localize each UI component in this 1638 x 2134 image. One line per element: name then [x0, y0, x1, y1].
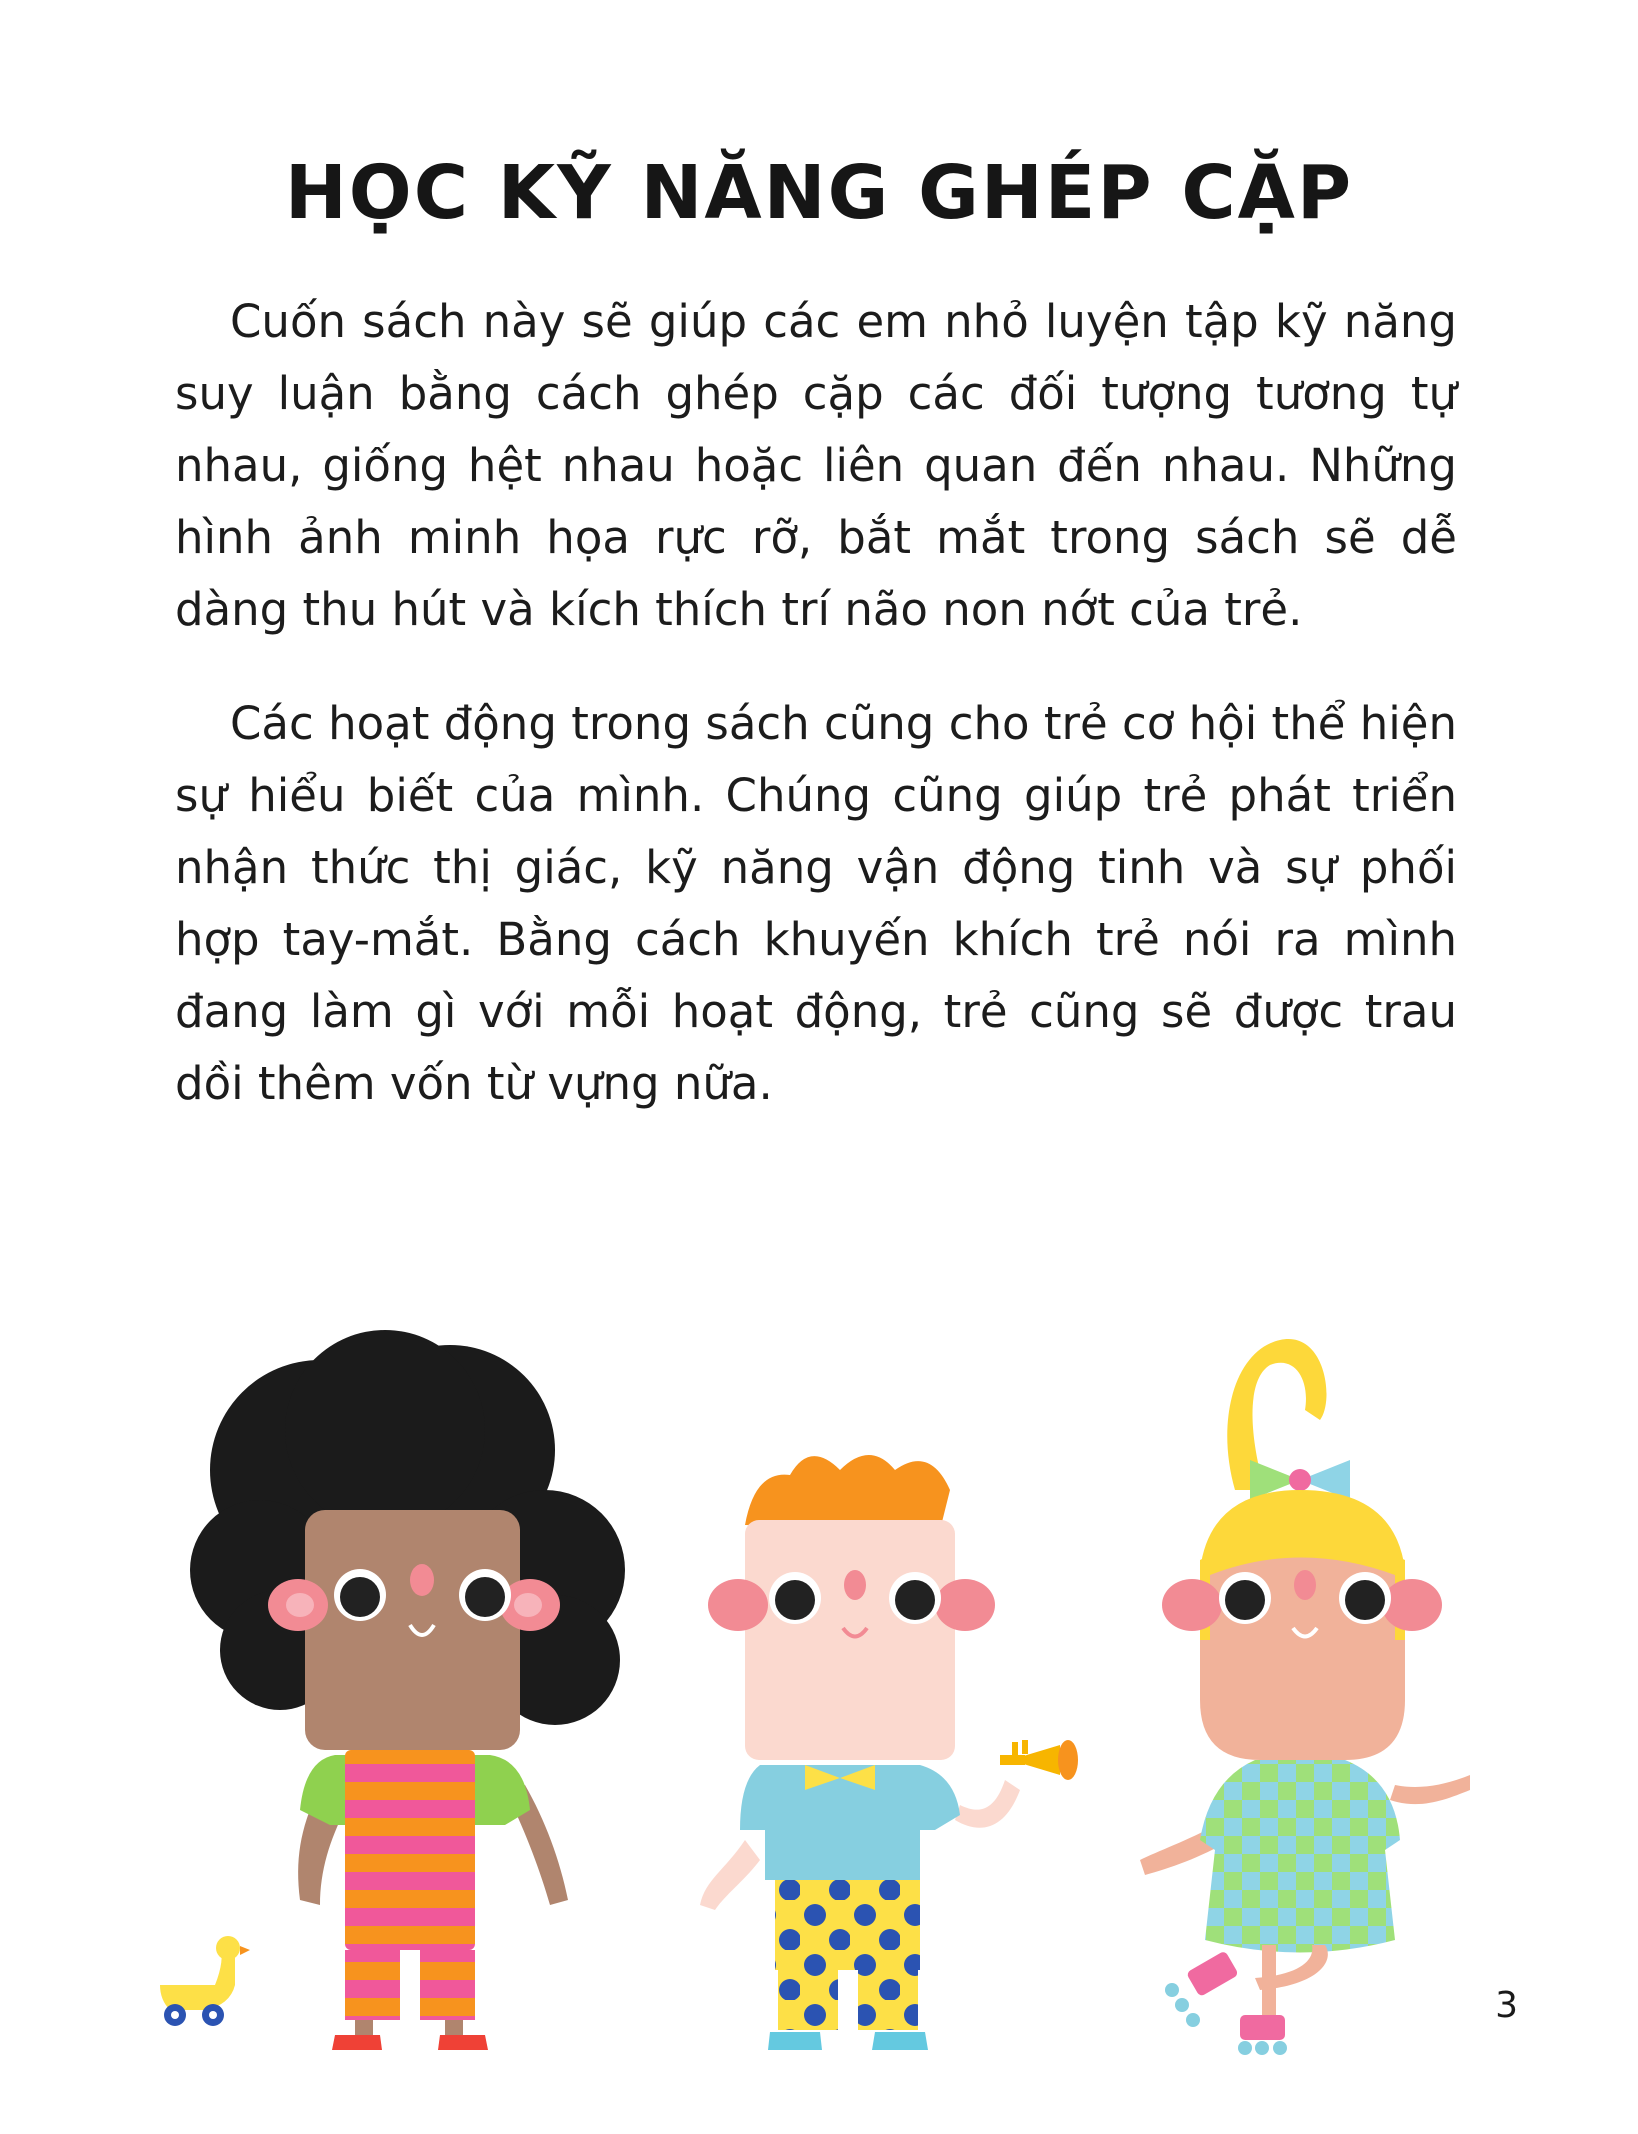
- duck-toy-icon: [160, 1936, 250, 2026]
- orange-hair: [745, 1455, 950, 1530]
- boy-with-trumpet-figure: [700, 1455, 1078, 2050]
- trumpet-icon: [1000, 1740, 1078, 1780]
- children-illustration: [0, 1280, 1638, 2060]
- checkered-dress: [1200, 1760, 1400, 1953]
- intro-paragraph-1: Cuốn sách này sẽ giúp các em nhỏ luyện tập kỹ năng suy luận bằng cách ghép cặp các đối tượng tương tự nhau, giống hệt nhau hoặc liên quan đến nhau. Những hình ảnh minh họa rực rỡ, bắt mắt trong sách sẽ dễ dàng thu hút và kích thích trí não non nớt của trẻ.: [175, 295, 1457, 636]
- polka-dot-pants: [775, 1880, 920, 1970]
- page-number: 3: [1495, 1985, 1518, 2026]
- girl-on-roller-skate-figure: [1140, 1339, 1470, 2055]
- roller-skate: [1240, 2015, 1285, 2040]
- blue-shirt: [740, 1765, 960, 1880]
- intro-paragraph-2: Các hoạt động trong sách cũng cho trẻ cơ hội thể hiện sự hiểu biết của mình. Chúng cũng giúp trẻ phát triển nhận thức thị giác, kỹ năng vận động tinh và sự phối hợp tay-mắt. Bằng cách khuyến khích trẻ nói ra mình đang làm gì với mỗi hoạt động, trẻ cũng sẽ được trau dồi thêm vốn từ vựng nữa.: [175, 697, 1457, 1110]
- striped-overalls: [345, 1750, 475, 1950]
- page-title: HỌC KỸ NĂNG GHÉP CẶP: [284, 150, 1354, 236]
- girl-curly-hair-figure: [190, 1330, 625, 2050]
